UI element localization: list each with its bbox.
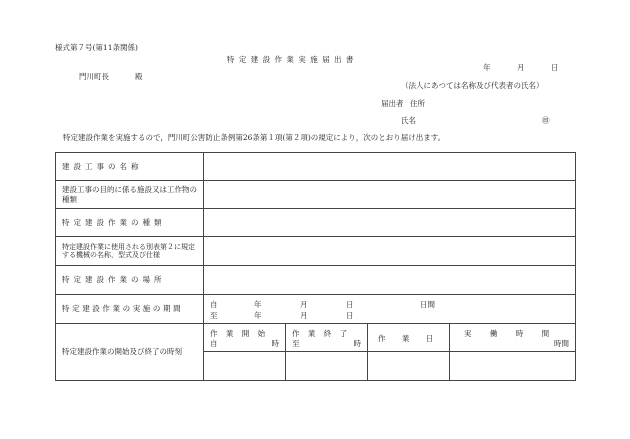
end-to: 至	[292, 339, 300, 348]
period-to-day: 日	[346, 311, 354, 320]
period-from-month: 月	[300, 300, 308, 309]
label-period: 特定建設作業の実施の期間	[56, 295, 204, 324]
applicant-label: 届出者	[381, 99, 404, 108]
period-from-year: 年	[254, 300, 262, 309]
value-actual-hours[interactable]	[450, 352, 576, 381]
row-place	[56, 266, 576, 295]
label-hours: 特定建設作業の開始及び終了の時刻	[56, 324, 204, 381]
row-facility	[56, 181, 576, 209]
document-title: 特 定 建 設 作 業 実 施 届 出 書	[227, 55, 355, 64]
label-work-type: 特定建設作業の種類	[56, 209, 204, 237]
value-end-time[interactable]	[286, 352, 368, 381]
row-work-type	[56, 209, 576, 237]
row-period	[56, 295, 576, 324]
corporation-note: （法人にあつては名称及び代表者の氏名）	[401, 81, 544, 90]
period-days: 日間	[420, 300, 435, 309]
label-work-name: 建設工事の名称	[56, 153, 204, 181]
date-day-label: 日	[551, 63, 559, 72]
label-facility: 建設工事の目的に係る施設又は工作物の種類	[56, 181, 204, 209]
date-month-label: 月	[517, 63, 525, 72]
start-hour: 時	[271, 339, 279, 348]
honorific: 殿	[135, 72, 143, 81]
value-machine[interactable]	[204, 237, 576, 266]
value-facility[interactable]	[204, 181, 576, 209]
value-work-type[interactable]	[204, 209, 576, 237]
end-label: 作 業 終 了	[292, 329, 351, 338]
value-work-days[interactable]	[368, 352, 450, 381]
intro-text: 特定建設作業を実施するので，門川町公害防止条例第26条第１項(第２項)の規定により，次のとおり届け出ます。	[63, 133, 446, 142]
work-days-label: 作 業 日	[378, 334, 441, 343]
period-to: 至	[210, 311, 218, 320]
label-machine: 特定建設作業に使用される別表第２に規定する機械の名称，型式及び仕様	[56, 237, 204, 266]
addressee: 門川町長	[79, 72, 109, 81]
value-start-time[interactable]	[204, 352, 286, 381]
hours-start-header	[204, 324, 286, 352]
row-hours-header	[56, 324, 576, 352]
name-label: 氏名	[401, 116, 416, 125]
row-work-name	[56, 153, 576, 181]
actual-hours-unit: 時間	[554, 339, 569, 348]
work-days-header	[368, 324, 450, 352]
value-place[interactable]	[204, 266, 576, 295]
start-from: 自	[210, 339, 218, 348]
row-machine	[56, 237, 576, 266]
value-work-name[interactable]	[204, 153, 576, 181]
period-to-year: 年	[254, 311, 262, 320]
actual-hours-header	[450, 324, 576, 352]
actual-hours-label: 実 働 時 間	[464, 329, 558, 338]
notification-table	[55, 152, 576, 381]
address-label: 住所	[410, 99, 425, 108]
date-year-label: 年	[483, 63, 491, 72]
value-period[interactable]	[204, 295, 576, 324]
end-hour: 時	[353, 339, 361, 348]
form-number: 様式第７号(第11条関係)	[55, 43, 138, 52]
label-place: 特定建設作業の場所	[56, 266, 204, 295]
hours-end-header	[286, 324, 368, 352]
seal-mark: ㊞	[542, 116, 550, 125]
period-from-day: 日	[346, 300, 354, 309]
period-to-month: 月	[300, 311, 308, 320]
start-label: 作 業 開 始	[210, 329, 269, 338]
period-from: 自	[210, 300, 218, 309]
